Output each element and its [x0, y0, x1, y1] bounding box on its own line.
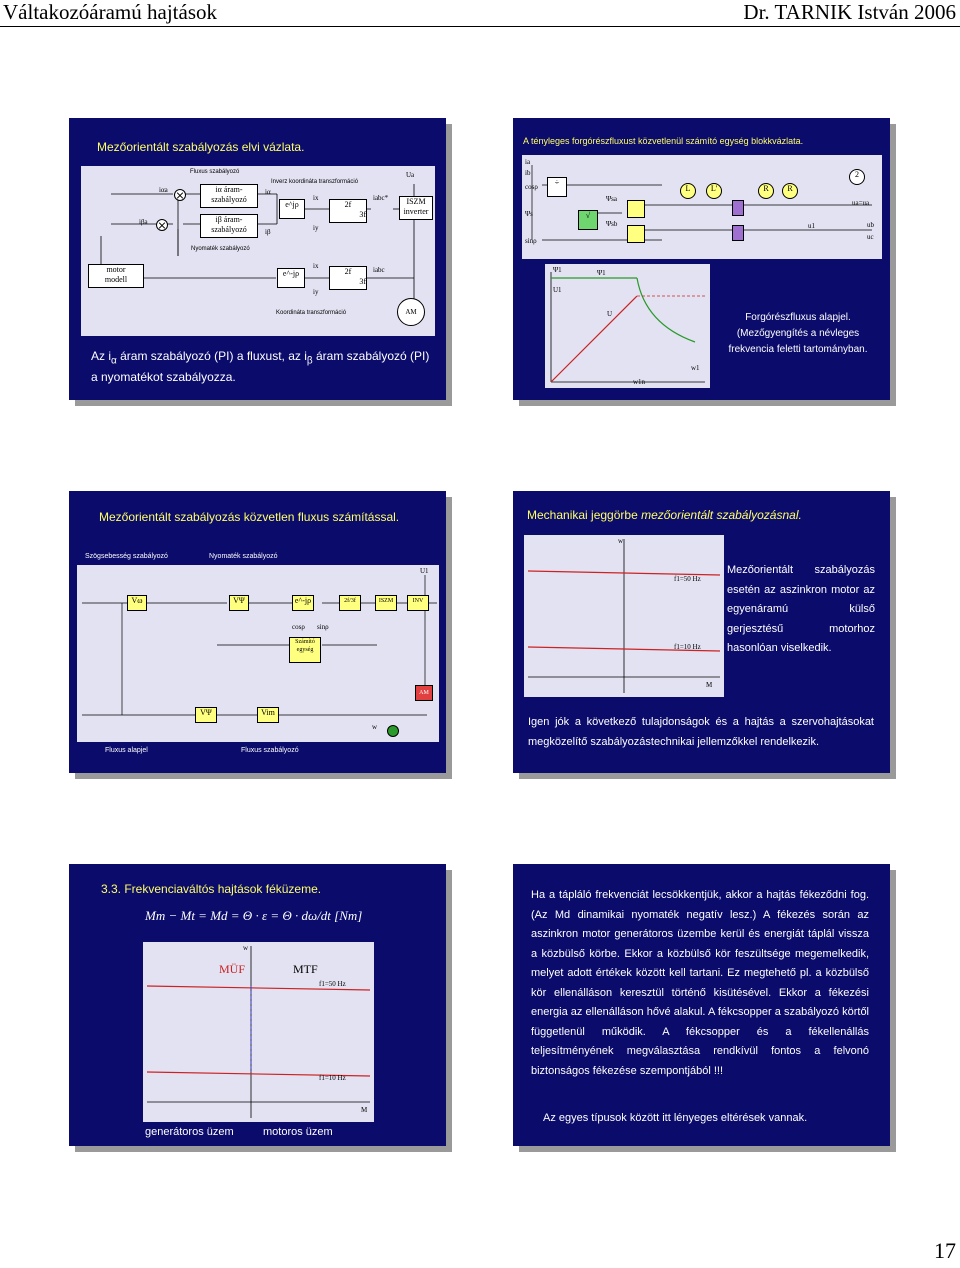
L2-text: L' — [710, 184, 718, 193]
types-note: Az egyes típusok között itt lényeges eltérések vannak. — [543, 1112, 808, 1124]
cos-label: cosρ — [292, 623, 305, 631]
w1-axis-label: w1 — [691, 364, 700, 372]
resistance-block-2 — [782, 183, 798, 199]
ua-label: ua=ua — [852, 199, 870, 207]
ix-label: ix — [313, 194, 319, 202]
inverter-text: inverter — [403, 207, 429, 216]
title-prefix: Mechanikai jeggörbe — [527, 508, 642, 522]
control-diagram — [77, 565, 439, 742]
speed-controller-caption: Szögsebesség szabályozó — [85, 553, 168, 560]
braking-chart — [143, 942, 374, 1122]
ib-label: ib — [525, 169, 531, 177]
transform-block — [277, 268, 305, 288]
slide-title: 3.3. Frekvenciaváltós hajtások féküzeme. — [101, 882, 322, 896]
flux-reference-caption: Fluxus alapjel — [105, 747, 148, 754]
braking-paragraph: Ha a tápláló frekvenciát lecsökkentjük, akkor a hajtás fékeződni fog. (Az Md dinamikai nyomaték negatív lesz.) A fékezés során az aszinkron motor generátoros üzembe kerül és energiát táplál vissza a közbülső körbe. Ekkor a közbülső kör feszültsége megemelkedik, melyet adott értékek között kell tartani. Ez megtehető pl. a közbülső kör ellenálláson keresztül történő kisütésével. Ekkor a fékezési energia az ellenálláson hővé alakul. A fékcsopper a szabályozó körtől függetlenül működik. A fékcsopper és a fékellenállás teljesítményének megválasztása rendkívül fontos a felvonó biztonságos fékezése szempontjából !!! — [531, 889, 869, 1077]
ialpha-controller-line2: szabályozó — [211, 195, 247, 204]
properties-text: Igen jók a következő tulajdonságok és a hajtás a szervohajtásokat megközelítő szabályozástechnikai jellemzőkkel rendelkezik. — [528, 716, 874, 748]
flux-gain-block — [229, 595, 249, 611]
iszm-block — [375, 595, 397, 611]
w1n-label: w1n — [633, 378, 646, 386]
twof-text: 2f — [344, 200, 352, 209]
flux-ref-block — [195, 707, 217, 723]
nyomatek-label: Nyomaték szabályozó — [191, 246, 250, 252]
vim-text: Vim — [261, 708, 275, 717]
iabc-label: iabc — [373, 266, 385, 274]
induction-motor-symbol — [397, 298, 425, 326]
flux-reference-caption — [713, 310, 883, 358]
sqrt-block — [578, 210, 598, 230]
iabc-star-label: iabc* — [373, 194, 389, 202]
flux-block-diagram — [522, 155, 882, 259]
multiplier-block-1 — [627, 200, 645, 218]
ix2-label: ix — [313, 262, 319, 270]
inductance-block-1 — [680, 183, 696, 199]
field-weakening-chart — [545, 264, 710, 388]
gain-block-2 — [849, 169, 865, 185]
ialpha-a-label: iαa — [159, 186, 168, 194]
page-number: 17 — [934, 1238, 956, 1263]
f10-label: f1=10 Hz — [674, 643, 701, 651]
slide-braking — [69, 864, 446, 1146]
iszm-inverter-block — [399, 196, 433, 220]
f50-label: f1=50 Hz — [319, 980, 346, 988]
fluxus-szabalyozo-label: Fluxus szabályozó — [190, 169, 240, 175]
psi1-axis-label: Ψ1 — [553, 266, 562, 274]
integrator-block-1 — [732, 200, 744, 216]
motor-text: motor — [106, 265, 126, 274]
slide-braking-text — [513, 864, 890, 1146]
w-axis-label: w — [618, 537, 624, 545]
uc-label: uc — [867, 233, 874, 241]
analogy-text: Mezőorientált szabályozás esetén az aszinkron motor az egyenáramú külső gerjesztésű motorhoz hasonlóan viselkedik. — [727, 564, 875, 654]
modell-text: modell — [104, 275, 128, 284]
slide-title: Mezőorientált szabályozás közvetlen fluxus számítással. — [99, 510, 400, 524]
torque-controller-caption: Nyomaték szabályozó — [209, 553, 278, 560]
ialpha-label: iα — [265, 188, 271, 196]
f10-label: f1=10 Hz — [319, 1074, 346, 1082]
slide-field-oriented-principle — [69, 118, 446, 400]
header-author: Dr. TARNIK István 2006 — [743, 0, 956, 24]
inv-text: INV — [412, 598, 424, 604]
inv-block — [407, 595, 429, 611]
dynamics-formula — [145, 898, 405, 934]
slide-title: Mezőorientált szabályozás elvi vázlata. — [97, 140, 305, 154]
iy-label: iy — [313, 224, 319, 232]
generator-mode-label: generátoros üzem — [145, 1126, 234, 1138]
L-text: L — [685, 184, 691, 193]
text-part-2: α — [111, 355, 117, 367]
text-part-4: β — [306, 355, 313, 367]
twof-text: 2f/3f — [344, 598, 356, 604]
slide1-explanation — [91, 348, 436, 386]
am-text: AM — [419, 690, 429, 696]
ua-label: Ua — [406, 171, 415, 179]
multiplier-block-2 — [627, 225, 645, 243]
diagram-wiring — [81, 166, 435, 336]
iszm-text: ISZM — [378, 598, 394, 604]
inverz-label: Inverz koordináta transzformáció — [271, 179, 359, 185]
ibeta-controller-line1: iβ áram- — [215, 215, 243, 224]
sum-junction-2 — [156, 219, 168, 231]
braking-plot — [143, 942, 374, 1122]
R2-text: R — [787, 184, 793, 193]
ia-label: ia — [525, 158, 531, 166]
m-axis-label: M — [361, 1106, 368, 1114]
psi1-curve-label: Ψ1 — [597, 269, 606, 277]
transform-block — [292, 595, 314, 611]
psi-label: Ψs — [525, 210, 533, 218]
current-gain-block — [257, 707, 279, 723]
threef-text: 3f — [359, 210, 366, 219]
inverse-transform-block — [279, 199, 305, 219]
mechanical-plot — [524, 535, 724, 697]
motor-mode-label: motoros üzem — [263, 1126, 333, 1138]
emjp-text: e^-jρ — [282, 269, 300, 278]
m-axis-label: M — [706, 681, 713, 689]
ialpha-controller-block — [200, 184, 258, 208]
am-text: AM — [405, 308, 417, 316]
flux-wiring — [522, 155, 882, 259]
psi1-falling — [637, 278, 695, 342]
calc-unit-block — [289, 637, 321, 663]
divider-block: ÷ — [547, 177, 567, 197]
threef2-text: 3f — [359, 277, 366, 286]
ibeta-controller-line2: szabályozó — [211, 225, 247, 234]
inductance-block-2 — [706, 183, 722, 199]
psi-a-label: Ψsa — [606, 195, 617, 203]
resistance-block-1 — [758, 183, 774, 199]
caption-line-2: (Mezőgyengítés a névleges — [736, 328, 860, 339]
twof2-text: 2f — [344, 267, 352, 276]
w-axis-label: w — [243, 944, 249, 952]
slide-title: A tényleges forgórészfluxust közvetlenül számító egység blokkvázlata. — [523, 136, 804, 146]
slide-flux-calculation — [513, 118, 890, 400]
iszm-text: ISZM — [406, 197, 426, 206]
phase-converter-block — [329, 199, 367, 223]
ialpha-controller-line1: iα áram- — [215, 185, 243, 194]
vpsi2-text: VΨ — [200, 708, 212, 717]
ub-label: ub — [867, 221, 874, 229]
u1-axis-label: U1 — [553, 286, 562, 294]
text-part-1: Az i — [91, 349, 112, 363]
header-rule — [0, 26, 960, 27]
sin-label: sinρ — [525, 237, 537, 245]
phase-converter-block-2 — [329, 266, 367, 290]
induction-motor-symbol — [415, 685, 433, 701]
sum-junction-1 — [174, 189, 186, 201]
u1-label: u1 — [808, 222, 815, 230]
slide-direct-flux — [69, 491, 446, 773]
ibeta-label: iβ — [265, 228, 271, 236]
R-text: R — [763, 184, 769, 193]
block-diagram — [81, 166, 435, 336]
u-curve-label: U — [607, 310, 613, 318]
mtf-label: MTF — [293, 962, 318, 976]
mechanical-chart — [524, 535, 724, 697]
vpsi-text: VΨ — [233, 596, 245, 605]
speed-gain-block — [127, 595, 147, 611]
formula-text: Mm − Mt = Md = Θ · ε = Θ · dω/dt [Nm] — [145, 908, 363, 923]
psi-b-label: Ψsb — [606, 220, 618, 228]
vw-text: Vω — [131, 596, 143, 605]
ibeta-a-label: iβa — [139, 218, 148, 226]
ejp-text: e^jρ — [285, 200, 299, 209]
encoder-symbol — [387, 725, 399, 737]
muf-label: MÜF — [219, 962, 246, 976]
szamito-text: Számító egység — [295, 639, 315, 653]
title-italic: mezőorientált szabályozásnal. — [641, 508, 802, 522]
phase-block — [339, 595, 361, 611]
cos-label: cosρ — [525, 183, 538, 191]
integrator-block-2 — [732, 225, 744, 241]
two-text: 2 — [855, 170, 859, 179]
iy2-label: iy — [313, 288, 319, 296]
ibeta-controller-block — [200, 214, 258, 238]
flux-controller-caption: Fluxus szabályozó — [241, 747, 299, 754]
text-part-3: áram szabályozó (PI) a fluxust, az i — [116, 349, 307, 363]
voltage-line — [551, 296, 637, 382]
header-title: Váltakozóáramú hajtások — [3, 0, 217, 24]
slide-title — [527, 508, 802, 522]
f50-label: f1=50 Hz — [674, 575, 701, 583]
caption-line-3: frekvencia feletti tartományban. — [728, 344, 868, 355]
field-weakening-plot — [545, 264, 710, 388]
caption-line-1: Forgórészfluxus alapjel. — [745, 312, 851, 323]
koord-label: Koordináta transzformáció — [276, 310, 347, 316]
slide-mechanical-curve — [513, 491, 890, 773]
text-part-5: áram szabályozó (PI) a nyomatékot szabályozza. — [91, 349, 430, 385]
u1-label: U1 — [420, 567, 429, 575]
sqrt-text: √ — [585, 211, 591, 220]
sin-label: sinρ — [317, 623, 329, 631]
motor-model-block — [88, 264, 144, 288]
ejp-text: e^-jρ — [294, 596, 312, 605]
w-label: w — [372, 723, 378, 731]
